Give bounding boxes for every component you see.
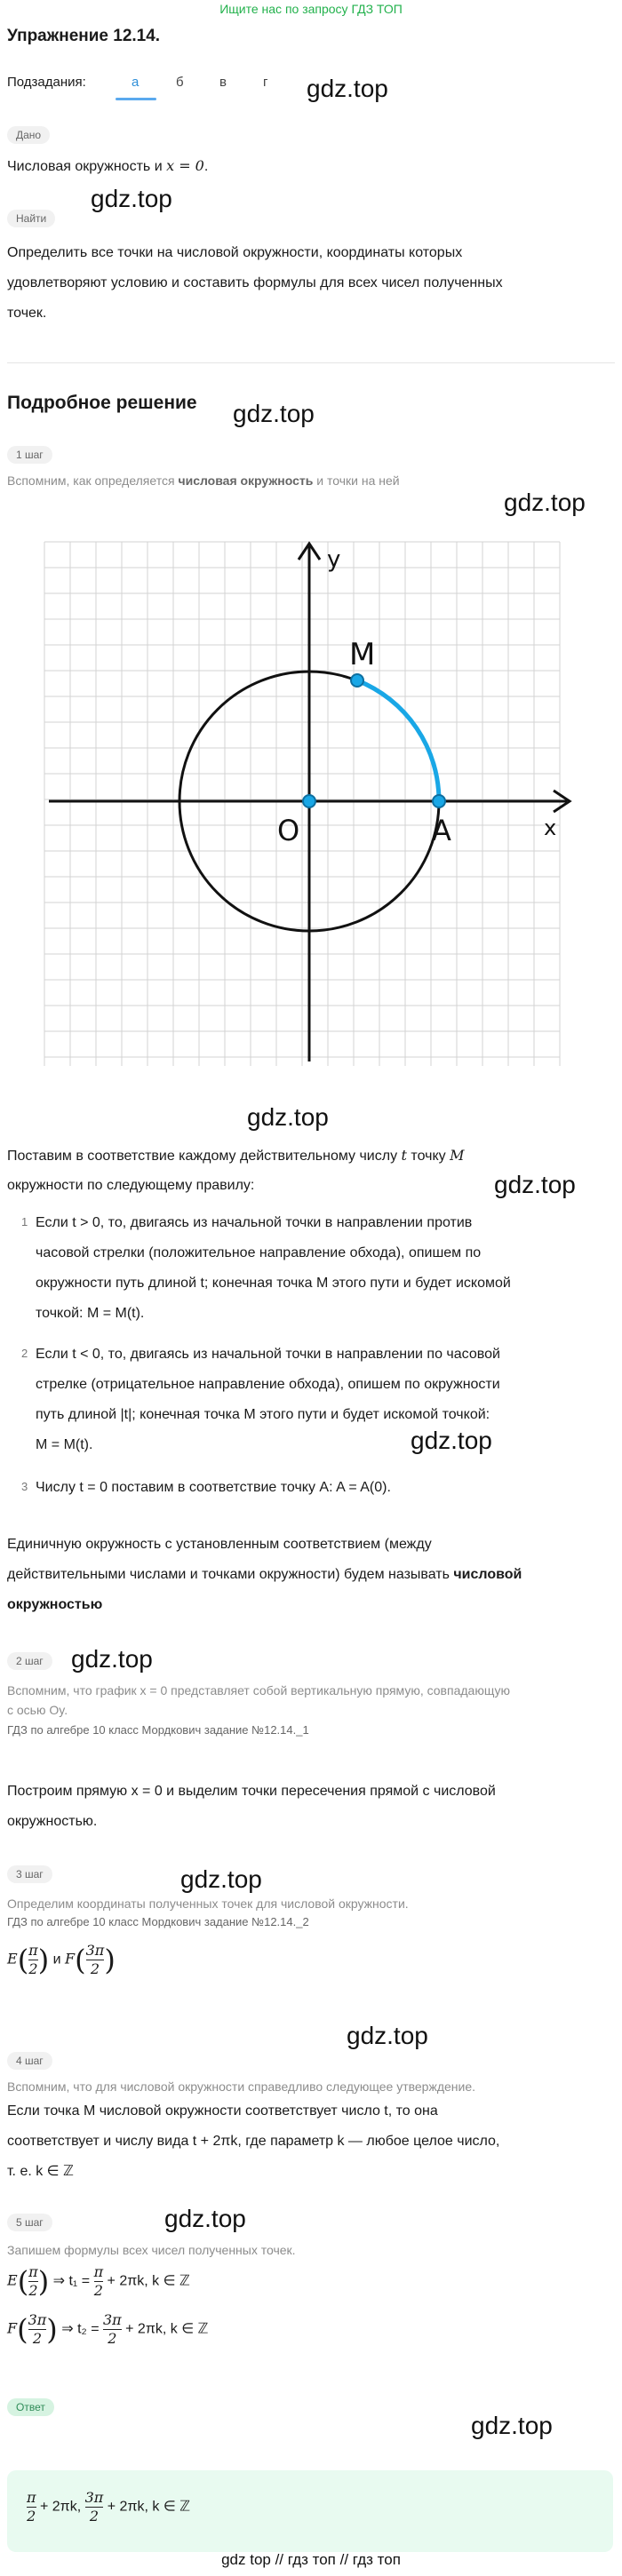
find-line-1: Определить все точки на числовой окружности, координаты которых — [7, 245, 463, 260]
tab-v[interactable]: в — [219, 75, 227, 90]
watermark: gdz.top — [71, 1645, 153, 1673]
rule-2-line3: путь длиной |t|; конечная точка M этого пути и будет искомой точкой: — [36, 1407, 490, 1422]
tab-g[interactable]: г — [263, 75, 268, 90]
watermark: gdz.top — [164, 2205, 246, 2232]
watermark: gdz.top — [307, 75, 388, 102]
step-4-badge: 4 шаг — [7, 2052, 52, 2070]
step-5-line1: Запишем формулы всех чисел полученных точек. — [7, 2243, 296, 2257]
point-A — [433, 795, 445, 807]
watermark: gdz.top — [347, 2022, 428, 2049]
point-M — [351, 674, 363, 687]
para1-line1: Поставим в соответствие каждому действительному числу t точку M — [7, 1147, 465, 1164]
solution-title: Подробное решение — [7, 393, 197, 413]
rule-2-line1: Если t < 0, то, двигаясь из начальной точки в направлении по часовой — [36, 1347, 500, 1362]
watermark: gdz.top — [91, 185, 172, 212]
active-tab-indicator — [116, 98, 156, 100]
para2-line2: действительными числами и точками окружности) будем называть числовой — [7, 1567, 522, 1582]
answer-badge: Ответ — [7, 2398, 54, 2416]
x-axis-label: x — [544, 815, 557, 840]
given-badge: Дано — [7, 126, 50, 144]
footer-links[interactable]: gdz top // гдз топ // гдз топ — [221, 2551, 401, 2568]
rule-2-line2: стрелке (отрицательное направление обхода), опишем по окружности — [36, 1377, 500, 1392]
subtasks-label: Подзадания: — [7, 75, 86, 90]
divider — [7, 362, 615, 363]
tab-b[interactable]: б — [176, 75, 184, 90]
watermark: gdz.top — [471, 2412, 553, 2439]
watermark: gdz.top — [233, 400, 315, 427]
rule-2-number: 2 — [21, 1347, 28, 1360]
step-3-badge: 3 шаг — [7, 1865, 52, 1883]
watermark: gdz.top — [504, 489, 586, 516]
watermark: gdz.top — [180, 1865, 262, 1893]
step-2-line1: Вспомним, что график x = 0 представляет собой вертикальную прямую, совпадающую — [7, 1683, 510, 1697]
step-2-broken-image: ГДЗ по алгебре 10 класс Мордкович задание №12.14._1 — [7, 1723, 309, 1737]
step-4-line1: Если точка M числовой окружности соответствует число t, то она — [7, 2103, 438, 2119]
label-A: A — [432, 814, 451, 847]
para1-line2: окружности по следующему правилу: — [7, 1178, 255, 1193]
find-line-2: удовлетворяют условию и составить формулы для всех чисел полученных — [7, 275, 503, 290]
rule-2-line4: M = M(t). — [36, 1437, 93, 1452]
page-title: Упражнение 12.14. — [7, 27, 161, 45]
rule-1-line4: точкой: M = M(t). — [36, 1306, 145, 1321]
para3-line1: Построим прямую x = 0 и выделим точки пересечения прямой с числовой — [7, 1784, 496, 1799]
watermark: gdz.top — [411, 1427, 492, 1454]
step-1-text: Вспомним, как определяется числовая окружность и точки на ней — [7, 473, 400, 488]
tab-a[interactable]: а — [132, 75, 140, 90]
para2-line3: окружностью — [7, 1597, 103, 1612]
arc-path-t — [357, 680, 439, 801]
step-3-broken-image: ГДЗ по алгебре 10 класс Мордкович задание №12.14._2 — [7, 1915, 309, 1928]
step-2-line2: с осью Oy. — [7, 1703, 68, 1717]
points-E-F: E( $\frac{\pi}{2}$ ) и F( $\frac{3\pi}{2}$ ) — [7, 1942, 116, 1977]
step-3-line1: Определим координаты полученных точек для числовой окружности. — [7, 1896, 409, 1911]
para2-line1: Единичную окружность с установленным соответствием (между — [7, 1537, 432, 1552]
y-axis-label: y — [327, 546, 341, 573]
given-text: Числовая окружность и x = 0. — [7, 157, 209, 174]
find-badge: Найти — [7, 210, 55, 227]
label-O: O — [277, 814, 300, 847]
label-M: M — [349, 637, 376, 672]
step-1-badge: 1 шаг — [7, 446, 52, 464]
find-line-3: точек. — [7, 306, 47, 321]
rule-1-line1: Если t > 0, то, двигаясь из начальной точки в направлении против — [36, 1215, 473, 1230]
answer-formula: $\frac{\pi}{2}$ + 2πk, $\frac{3\pi}{2}$ + 2πk, k ∈ ℤ — [27, 2489, 191, 2524]
step-5-badge: 5 шаг — [7, 2214, 52, 2231]
step-4-line0: Вспомним, что для числовой окружности справедливо следующее утверждение. — [7, 2079, 476, 2094]
point-O — [303, 795, 315, 807]
step-4-line3: т. е. k ∈ ℤ — [7, 2164, 74, 2179]
formula-t2: F( $\frac{3\pi}{2}$ ) ⇒ t₂ = $\frac{3\pi}{2}$ + 2πk, k ∈ ℤ — [7, 2311, 209, 2347]
para3-line2: окружностью. — [7, 1814, 98, 1829]
rule-1-line3: окружности путь длиной t; конечная точка M этого пути и будет искомой — [36, 1276, 511, 1291]
rule-3-line1: Числу t = 0 поставим в соответствие точку A: A = A(0). — [36, 1480, 391, 1495]
watermark: gdz.top — [494, 1171, 576, 1198]
watermark: gdz.top — [247, 1103, 329, 1131]
top-search-link[interactable]: Ищите нас по запросу ГДЗ ТОП — [219, 2, 403, 16]
number-circle-diagram — [36, 533, 586, 1075]
step-2-badge: 2 шаг — [7, 1652, 52, 1670]
formula-t1: E( $\frac{\pi}{2}$ ) ⇒ t₁ = $\frac{\pi}{2}$ + 2πk, k ∈ ℤ — [7, 2263, 190, 2299]
rule-3-number: 3 — [21, 1480, 28, 1493]
rule-1-number: 1 — [21, 1215, 28, 1228]
rule-1-line2: часовой стрелки (положительное направление обхода), опишем по — [36, 1245, 482, 1260]
step-4-line2: соответствует и числу вида t + 2πk, где параметр k — любое целое число, — [7, 2134, 500, 2149]
